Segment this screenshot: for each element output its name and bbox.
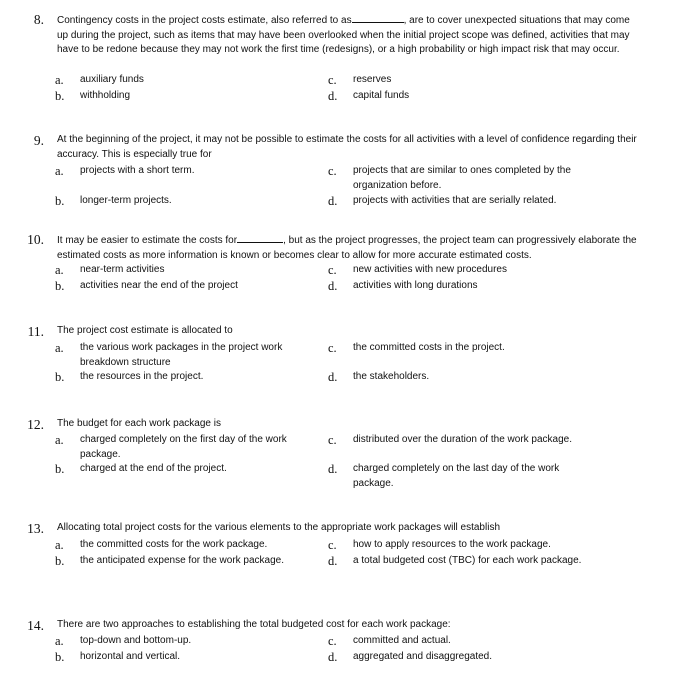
option-letter: c. xyxy=(328,164,337,178)
option-text: the committed costs for the work package. xyxy=(80,539,268,550)
option-letter: a. xyxy=(55,263,64,277)
option-letter: d. xyxy=(328,554,338,568)
option-letter: b. xyxy=(55,194,65,208)
option-letter: a. xyxy=(55,634,64,648)
option-text: charged at the end of the project. xyxy=(80,463,227,474)
option-letter: b. xyxy=(55,554,65,568)
option-text: projects that are similar to ones completed by the organization before. xyxy=(353,165,571,191)
option-text: the stakeholders. xyxy=(353,371,430,382)
option-letter: a. xyxy=(55,164,64,178)
option-text: charged completely on the first day of the work package. xyxy=(80,434,287,460)
option-letter: d. xyxy=(328,89,338,103)
option-text: the various work packages in the project work breakdown structure xyxy=(80,342,283,368)
question-text: Allocating total project costs for the various elements to the appropriate work packages will establish xyxy=(57,522,501,533)
option-letter: d. xyxy=(328,650,338,664)
question-number: 9. xyxy=(33,133,44,148)
option-letter: b. xyxy=(55,650,65,664)
question-number: 14. xyxy=(27,618,44,633)
option-letter: d. xyxy=(328,370,338,384)
option-text: committed and actual. xyxy=(353,635,451,646)
question-text: There are two approaches to establishing the total budgeted cost for each work package: xyxy=(57,619,451,630)
answer-blank xyxy=(237,232,283,243)
option-letter: d. xyxy=(328,279,338,293)
option-text: longer-term projects. xyxy=(80,195,172,206)
option-text: new activities with new procedures xyxy=(353,264,507,275)
option-letter: c. xyxy=(328,538,337,552)
question-text: It may be easier to estimate the costs for , but as the project progresses, the project team can progressively elaborate the estimated costs as more information is known or becomes clear to allow for more accurate estimated costs. xyxy=(57,232,649,263)
option-letter: a. xyxy=(55,433,64,447)
option-letter: b. xyxy=(55,279,65,293)
option-letter: c. xyxy=(328,73,337,87)
option-letter: c. xyxy=(328,341,337,355)
option-letter: a. xyxy=(55,73,64,87)
question-number: 12. xyxy=(27,417,44,432)
option-text: capital funds xyxy=(353,90,410,101)
question-text: The budget for each work package is xyxy=(57,418,221,429)
option-text: reserves xyxy=(353,74,392,85)
option-text: distributed over the duration of the work package. xyxy=(353,434,573,445)
answer-blank xyxy=(352,12,404,23)
option-text: top-down and bottom-up. xyxy=(80,635,192,646)
option-letter: a. xyxy=(55,341,64,355)
option-text: activities near the end of the project xyxy=(80,280,238,291)
option-text: the committed costs in the project. xyxy=(353,342,505,353)
option-text: the anticipated expense for the work package. xyxy=(80,555,285,566)
option-text: auxiliary funds xyxy=(80,74,144,85)
question-text: At the beginning of the project, it may not be possible to estimate the costs for all activities with a level of confidence regarding their accuracy. This is especially true for xyxy=(57,134,637,160)
option-text: withholding xyxy=(80,90,131,101)
option-letter: c. xyxy=(328,634,337,648)
option-letter: b. xyxy=(55,89,65,103)
option-text: the resources in the project. xyxy=(80,371,204,382)
question-number: 13. xyxy=(27,521,44,536)
option-text: activities with long durations xyxy=(353,280,478,291)
option-text: aggregated and disaggregated. xyxy=(353,651,493,662)
option-letter: c. xyxy=(328,433,337,447)
question-text: Contingency costs in the project costs estimate, also referred to as , are to cover unexpected situations that may come up during the project, such as items that may have been overlooked when the initial project scope was defined, activities that may have to be redone because they may not work the first time (redesigns), or a high probability or high impact risk that may occur. xyxy=(57,12,635,58)
question-number: 10. xyxy=(27,232,44,247)
option-letter: b. xyxy=(55,462,65,476)
option-text: projects with a short term. xyxy=(80,165,195,176)
option-letter: d. xyxy=(328,194,338,208)
option-text: horizontal and vertical. xyxy=(80,651,181,662)
option-text: near-term activities xyxy=(80,264,165,275)
option-text: how to apply resources to the work package. xyxy=(353,539,551,550)
question-number: 8. xyxy=(33,12,44,27)
option-text: charged completely on the last day of the work package. xyxy=(353,463,560,489)
option-letter: c. xyxy=(328,263,337,277)
option-text: projects with activities that are serially related. xyxy=(353,195,557,206)
question-number: 11. xyxy=(27,324,44,339)
option-text: a total budgeted cost (TBC) for each work package. xyxy=(353,555,582,566)
option-letter: b. xyxy=(55,370,65,384)
option-letter: a. xyxy=(55,538,64,552)
question-text: The project cost estimate is allocated to xyxy=(57,325,233,336)
option-letter: d. xyxy=(328,462,338,476)
